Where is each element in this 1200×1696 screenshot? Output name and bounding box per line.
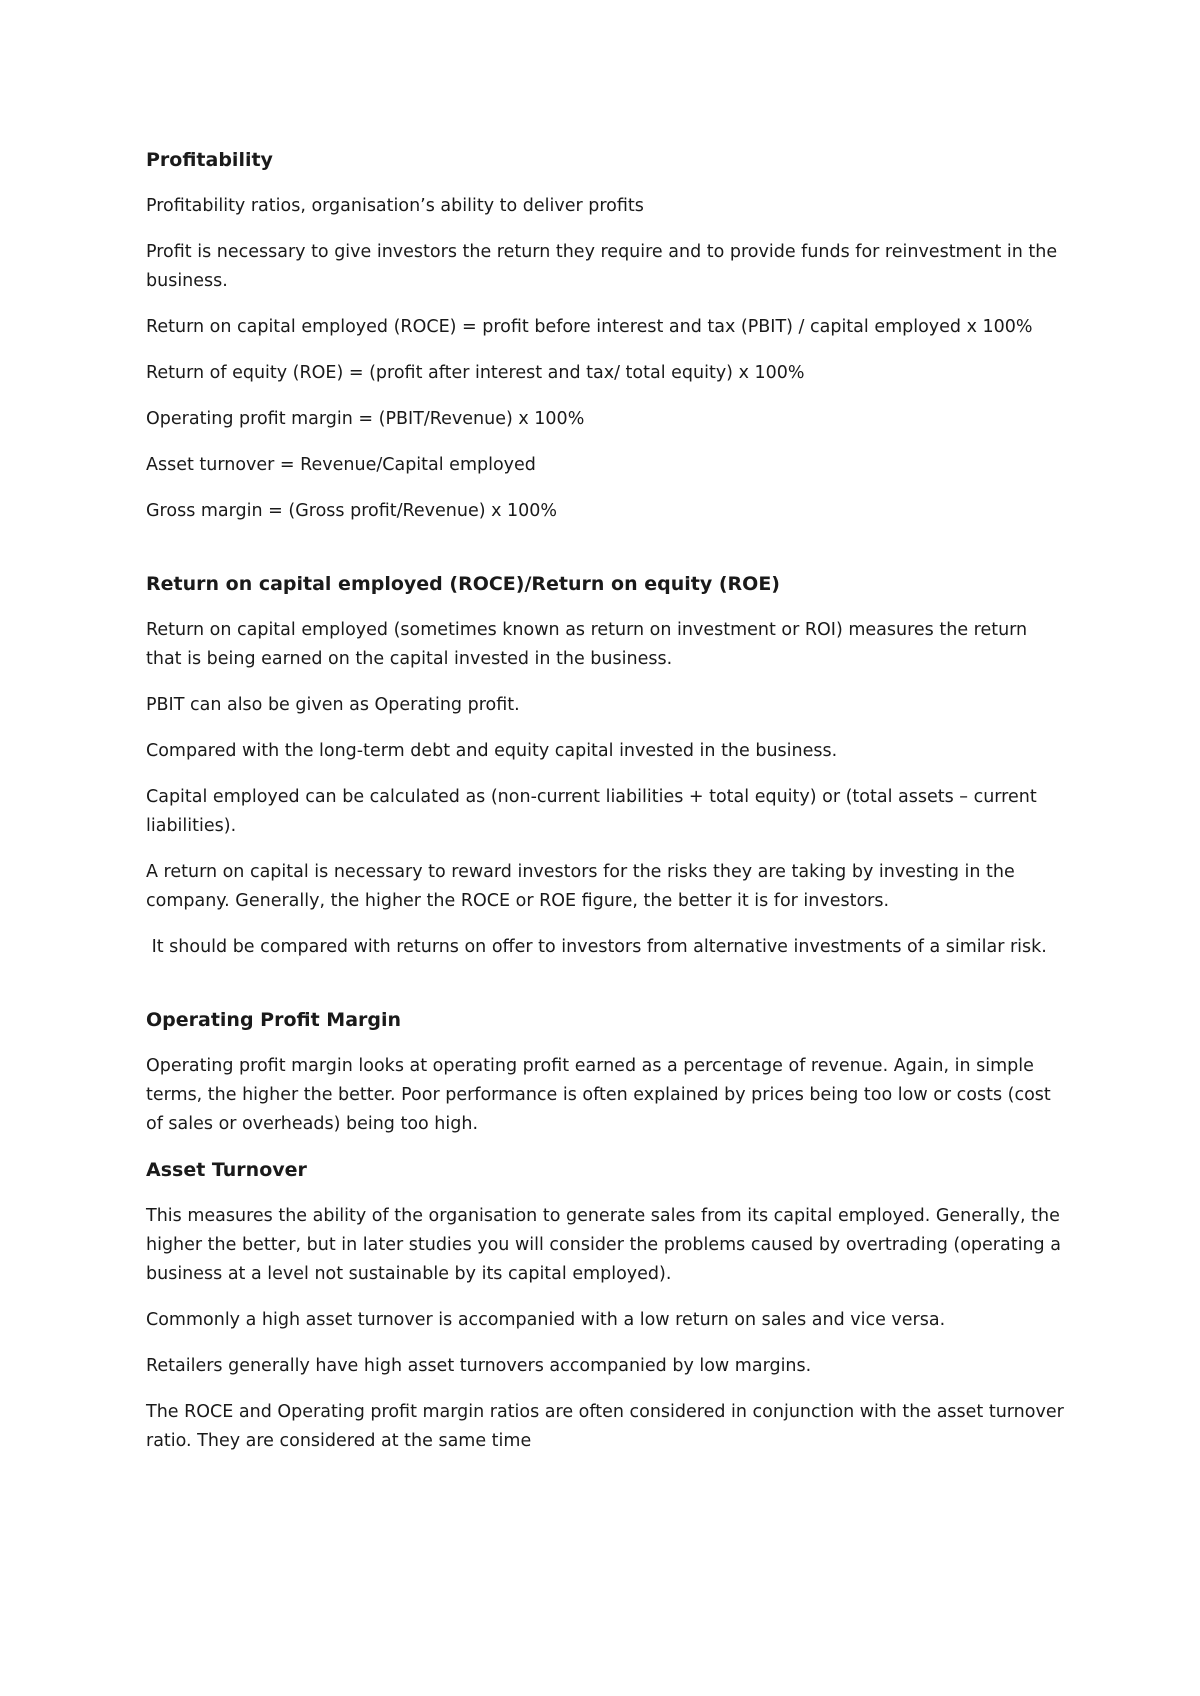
paragraph: Commonly a high asset turnover is accompanied with a low return on sales and vice versa. [146, 1310, 946, 1330]
section-heading-profitability: Profitability [146, 149, 273, 171]
paragraph: PBIT can also be given as Operating profit. [146, 695, 520, 715]
paragraph: Operating profit margin looks at operating profit earned as a percentage of revenue. Again, in simple terms, the higher the better. Poor performance is often explained by prices being too low or costs (cost of sales or overheads) being too high. [146, 1056, 1051, 1134]
section-heading-asset-turnover: Asset Turnover [146, 1159, 307, 1181]
paragraph: A return on capital is necessary to reward investors for the risks they are taking by investing in the company. Generally, the higher the ROCE or ROE figure, the better it is for investors. [146, 862, 1015, 911]
paragraph: Profitability ratios, organisation’s ability to deliver profits [146, 196, 644, 216]
formula-gross-margin: Gross margin = (Gross profit/Revenue) x 100% [146, 501, 558, 521]
paragraph: It should be compared with returns on offer to investors from alternative investments of a similar risk. [146, 937, 1047, 957]
paragraph: Return on capital employed (sometimes known as return on investment or ROI) measures the return that is being earned on the capital invested in the business. [146, 620, 1028, 669]
paragraph: Profit is necessary to give investors the return they require and to provide funds for reinvestment in the business. [146, 242, 1058, 291]
paragraph: The ROCE and Operating profit margin ratios are often considered in conjunction with the asset turnover ratio. They are considered at the same time [146, 1402, 1064, 1451]
section-heading-roce-roe: Return on capital employed (ROCE)/Return on equity (ROE) [146, 573, 780, 595]
formula-roe: Return of equity (ROE) = (profit after interest and tax/ total equity) x 100% [146, 363, 805, 383]
paragraph: Compared with the long-term debt and equity capital invested in the business. [146, 741, 838, 761]
formula-roce: Return on capital employed (ROCE) = profit before interest and tax (PBIT) / capital employed x 100% [146, 317, 1033, 337]
paragraph: Capital employed can be calculated as (non-current liabilities + total equity) or (total assets – current liabilities). [146, 787, 1037, 836]
formula-asset-turnover: Asset turnover = Revenue/Capital employed [146, 455, 536, 475]
paragraph: This measures the ability of the organisation to generate sales from its capital employed. Generally, the higher the better, but in later studies you will consider the problems caused by overtrading (operating a business at a level not sustainable by its capital employed). [146, 1206, 1061, 1284]
section-heading-operating-profit-margin: Operating Profit Margin [146, 1009, 402, 1031]
formula-operating-profit-margin: Operating profit margin = (PBIT/Revenue) x 100% [146, 409, 585, 429]
document-body [146, 146, 1066, 1473]
paragraph: Retailers generally have high asset turnovers accompanied by low margins. [146, 1356, 812, 1376]
